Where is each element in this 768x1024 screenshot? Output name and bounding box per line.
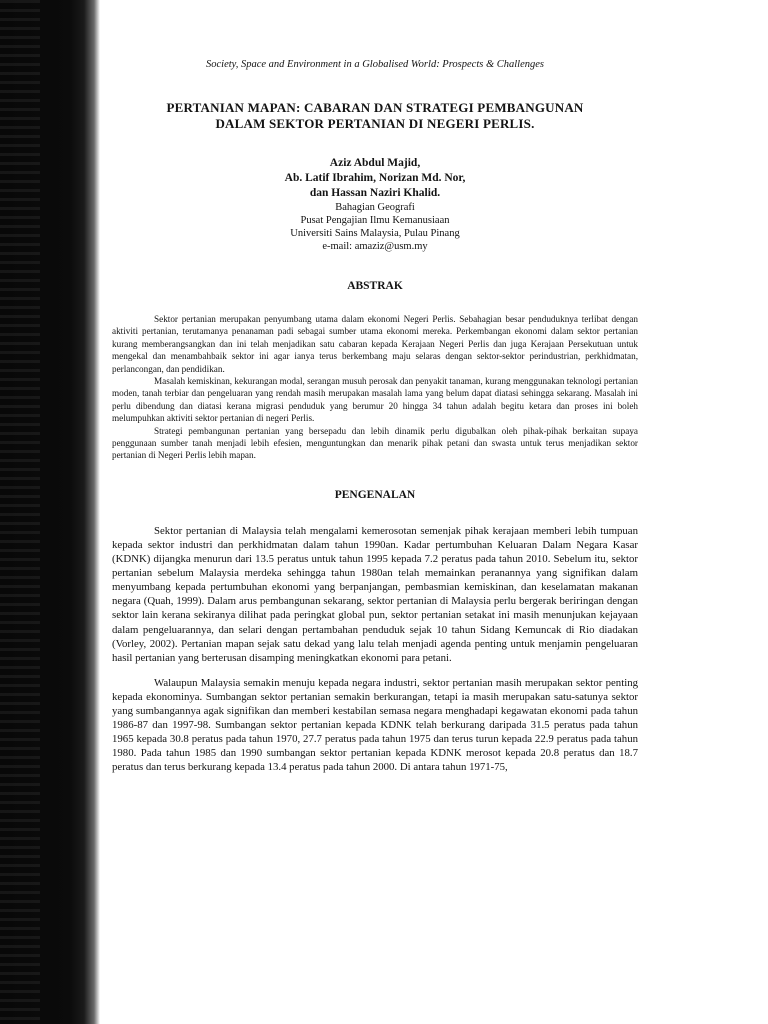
affiliation-department: Bahagian Geografi [335,202,415,213]
title-line-1: PERTANIAN MAPAN: CABARAN DAN STRATEGI PEMBANGUNAN [166,100,584,115]
paper-title [112,100,638,132]
abstract-paragraph-1: Sektor pertanian merupakan penyumbang utama dalam ekonomi Negeri Perlis. Sebahagian besar penduduknya terlibat dengan aktiviti pertanian, terutamanya penanaman padi sebagai sumber utama ekonomi mereka. Perkembangan ekonomi dalam sektor pertanian kurang memberangsangkan dan ini telah menjadikan satu cabaran kepada Kerajaan Negeri Perlis dan juga Kerajaan Persekutuan untuk mengekal dan menambahbaik sektor ini agar ianya terus berkembang maju selaras dengan sektor-sektor perindustrian, perkhidmatan, perlancongan, dan pendidikan. [112,314,638,374]
affiliation-university: Universiti Sains Malaysia, Pulau Pinang [290,228,460,239]
affiliation [112,201,638,253]
affiliation-email: e-mail: amaziz@usm.my [322,241,428,252]
introduction-body [112,524,638,775]
author-line-3: dan Hassan Naziri Khalid. [309,187,441,199]
intro-paragraph-1: Sektor pertanian di Malaysia telah mengalami kemerosotan semenjak pihak kerajaan memberi lebih tumpuan kepada sektor industri dan perkhidmatan dalam tahun 1990an. Kadar pertumbuhan Keluaran Dalam Negara Kasar (KDNK) dijangka menurun dari 13.5 peratus untuk tahun 1995 kepada 7.2 peratus pada tahun 2010. Sebelum itu, sektor pertanian sebelum Malaysia merdeka sehingga tahun 1980an telah memainkan peranannya yang signifikan dalam menyumbang kepada pertumbuhan ekonomi yang berpanjangan, pembasmian kemiskinan, dan keselamatan makanan negara (Quah, 1999). Dalam arus pembangunan sekarang, sektor pertanian di Malaysia perlu bergerak beriringan dengan sektor lain kerana sekiranya dilihat pada peringkat global pun, sektor pertanian setakat ini masih menunjukan kejayaan dalam pengeluarannya, dan selari dengan pertambahan penduduk sejak 10 tahun Sidang Kemuncak di Rio diadakan (Vorley, 2002). Pertanian mapan sejak satu dekad yang lalu telah menjadi agenda penting untuk menjamin pengeluaran hasil pertanian yang berterusan disamping meningkatkan ekonomi para petani. [112,524,638,664]
abstract-heading: ABSTRAK [347,280,403,292]
affiliation-school: Pusat Pengajian Ilmu Kemanusiaan [300,215,450,226]
introduction-heading: PENGENALAN [334,488,416,501]
scan-dark-edge [0,0,100,1024]
author-line-2: Ab. Latif Ibrahim, Norizan Md. Nor, [284,172,466,184]
paper-page [112,58,638,1018]
abstract-paragraph-2: Masalah kemiskinan, kekurangan modal, serangan musuh perosak dan penyakit tanaman, kurang menggunakan teknologi pertanian moden, tanah terbiar dan pengeluaran yang rendah masih merupakan masalah lama yang belum dapat diatasi sehingga sekarang. Masalah ini perlu dibendung dan diatasi kerana migrasi penduduk yang berumur 20 hingga 34 tahun adalah begitu ketara dan proses ini boleh melumpuhkan aktiviti sektor pertanian di negeri Perlis. [112,376,638,424]
author-list [112,156,638,201]
author-line-1: Aziz Abdul Majid, [329,157,421,169]
running-head: Society, Space and Environment in a Globalised World: Prospects & Challenges [206,59,544,70]
abstract-paragraph-3: Strategi pembangunan pertanian yang bersepadu dan lebih dinamik perlu digubalkan oleh pihak-pihak berkaitan supaya penggunaan sumber tanah menjadi lebih efesien, menguntungkan dan menarik pihak petani dan swasta untuk terus menjadikan sektor pertanian di Negeri Perlis lebih mapan. [112,425,638,461]
intro-paragraph-2: Walaupun Malaysia semakin menuju kepada negara industri, sektor pertanian masih merupakan sektor penting kepada ekonominya. Sumbangan sektor pertanian semakin berkurangan, tetapi ia masih merupakan satu-satunya sektor yang sumbangannya agak signifikan dan memberi kestabilan semasa negara menghadapi kegawatan ekonomi pada tahun 1986-87 dan 1997-98. Sumbangan sektor pertanian kepada KDNK telah berkurang daripada 31.5 peratus pada tahun 1965 kepada 30.8 peratus pada tahun 1970, 27.7 peratus pada tahun 1975 dan terus turun kepada 22.9 peratus pada tahun 1980. Pada tahun 1985 dan 1990 sumbangan sektor pertanian kepada KDNK merosot kepada 20.8 peratus dan 18.7 peratus dan terus berkurang kepada 13.4 peratus pada tahun 2000. Di antara tahun 1971-75, [112,676,638,774]
abstract-body [112,313,638,462]
title-line-2: DALAM SEKTOR PERTANIAN DI NEGERI PERLIS. [215,116,535,131]
